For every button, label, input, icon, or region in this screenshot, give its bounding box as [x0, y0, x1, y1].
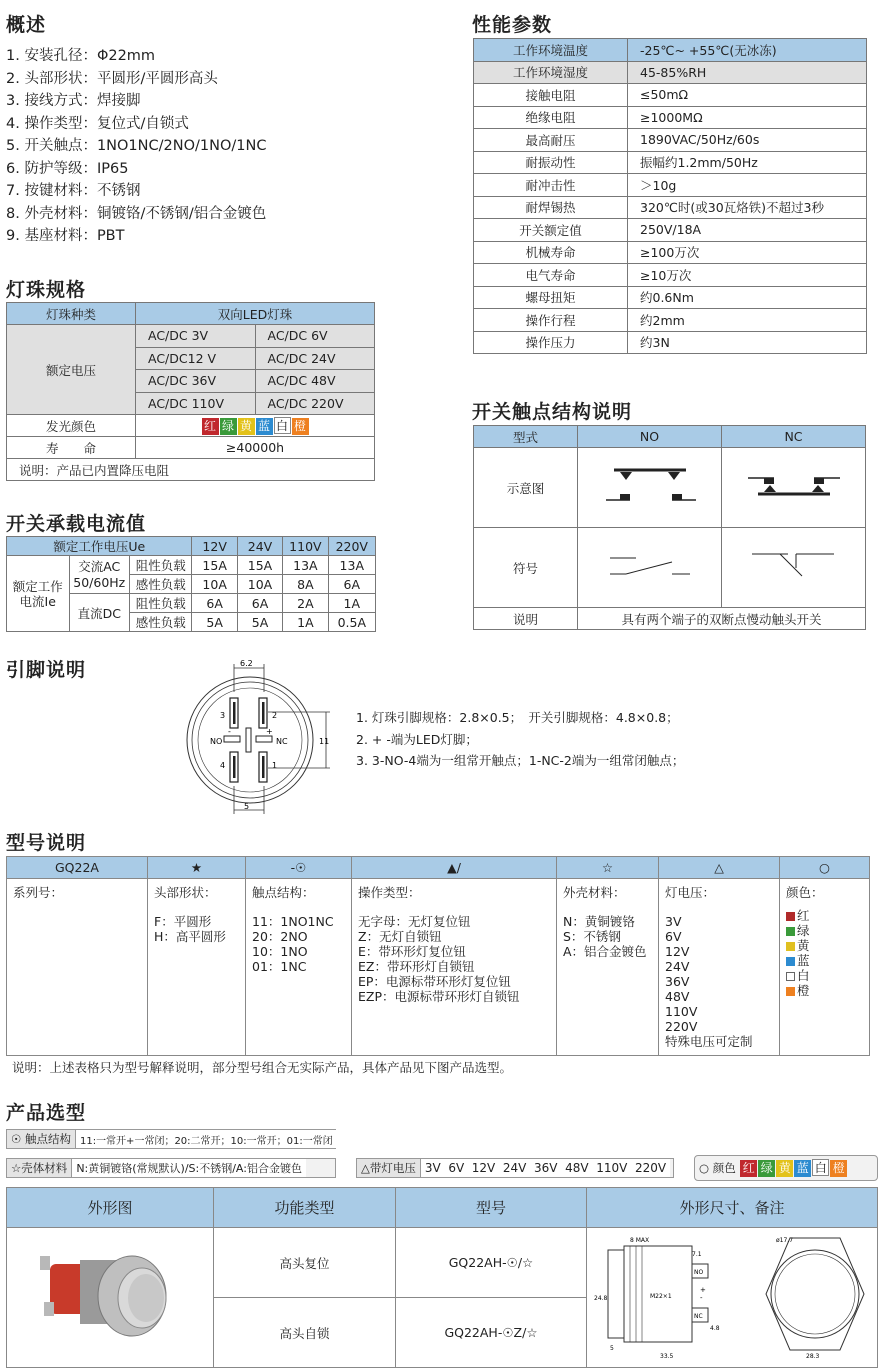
dim-24-8: 24.8 [593, 1295, 607, 1302]
shell-item: N：黄铜镀铬 [563, 914, 635, 929]
perf-value: 约0.6Nm [628, 286, 867, 309]
color-chip-green: 绿 [758, 1160, 775, 1177]
head-label: 头部形状： [154, 885, 217, 900]
product-header-shape: 外形图 [7, 1188, 214, 1228]
perf-row [474, 39, 867, 62]
lamp-spec-table [6, 302, 375, 481]
perf-row [474, 309, 867, 332]
perf-row [474, 331, 867, 354]
no-symbol [578, 528, 722, 608]
no-header: NO [578, 426, 722, 448]
contact-table [473, 425, 866, 630]
overview-item: 8. 外壳材料：铜镀铬/不锈钢/铝合金镀色 [6, 205, 267, 222]
lamp-title: 灯珠规格 [6, 279, 87, 301]
overview-item: 6. 防护等级：IP65 [6, 160, 129, 177]
op-item: EZ：带环形灯自锁钮 [358, 959, 475, 974]
lampv-item: 特殊电压可定制 [665, 1034, 753, 1049]
perf-row [474, 286, 867, 309]
current-cell: 6A [328, 575, 375, 594]
selection-title: 产品选型 [6, 1102, 87, 1124]
pin-notes [356, 707, 684, 772]
op-item: 无字母：无灯复位钮 [358, 914, 471, 929]
symbol-label: 符号 [474, 528, 578, 608]
lampv-item: 3V [665, 914, 682, 929]
contact-cell [246, 879, 352, 1056]
lampv-item: 36V [665, 974, 690, 989]
lamp-led-header: 双向LED灯珠 [136, 303, 375, 325]
current-cell: 10A [192, 575, 237, 594]
color-chip-yellow: 黄 [776, 1160, 793, 1177]
perf-value: ≤50mΩ [628, 84, 867, 107]
perf-param: 开关额定值 [474, 219, 628, 242]
rated-current-label: 额定工作电流Ie [7, 556, 70, 632]
dc-label: 直流DC [69, 594, 129, 632]
current-cell: 6A [237, 594, 282, 613]
nc-diagram [722, 448, 866, 528]
model-header-head: ★ [148, 857, 246, 879]
perf-param: 接触电阻 [474, 84, 628, 107]
lamp-selection-box [356, 1158, 674, 1178]
perf-row [474, 129, 867, 152]
perf-value: ≥100万次 [628, 241, 867, 264]
volt-header: 12V [192, 537, 237, 556]
no-symbol-icon [600, 546, 700, 586]
contact-label: 触点结构： [252, 885, 315, 900]
product-header-model: 型号 [396, 1188, 587, 1228]
perf-param: 螺母扭矩 [474, 286, 628, 309]
color-item [786, 923, 863, 938]
color-name: 橙 [797, 983, 810, 998]
color-item [786, 938, 863, 953]
overview-item: 3. 接线方式：焊接脚 [6, 93, 141, 109]
product-table [6, 1187, 878, 1368]
color-name: 红 [797, 908, 810, 923]
nc-contact-diagram-icon [744, 456, 844, 516]
label-plus: + [699, 1286, 706, 1294]
pin-label-minus: - [228, 727, 231, 736]
pin-label-no: NO [210, 737, 223, 746]
color-name: 黄 [797, 938, 810, 953]
perf-value: -25℃~ +55℃(无冰冻) [628, 39, 867, 62]
lampv-item: 6V [665, 929, 682, 944]
current-cell: 5A [237, 613, 282, 632]
lamp-note: 说明：产品已内置降压电阻 [7, 459, 375, 481]
op-label: 操作类型： [358, 885, 421, 900]
color-chip-green: 绿 [220, 418, 237, 435]
color-chip-blue: 蓝 [794, 1160, 811, 1177]
shell-tag: ☆壳体材料 [7, 1159, 72, 1177]
perf-value: 1890VAC/50Hz/60s [628, 129, 867, 152]
nc-symbol-icon [744, 546, 844, 586]
current-cell: 15A [237, 556, 282, 575]
contact-item: 11：1NO1NC [252, 914, 334, 929]
overview-list [6, 45, 266, 248]
voltage-cell: AC/DC 110V [136, 392, 256, 415]
head-item: H：高平圆形 [154, 929, 226, 944]
ac-label: 交流AC 50/60Hz [69, 556, 129, 594]
pin-label-plus: + [266, 727, 273, 736]
model-cell: GQ22AH-☉/☆ [396, 1228, 587, 1298]
current-cell: 13A [328, 556, 375, 575]
overview-title: 概述 [6, 14, 47, 36]
voltage-cell: AC/DC 3V [136, 325, 256, 348]
func-cell: 高头复位 [214, 1228, 396, 1298]
model-header-series: GQ22A [7, 857, 148, 879]
lampv-item: 220V [665, 1019, 698, 1034]
lampv-item: 48V [665, 989, 690, 1004]
lampv-item: 12V [665, 944, 690, 959]
no-diagram [578, 448, 722, 528]
op-item: E：带环形灯复位钮 [358, 944, 466, 959]
color-name: 白 [797, 968, 810, 983]
color-item [786, 953, 863, 968]
voltage-cell: AC/DC 6V [255, 325, 375, 348]
model-header-contact: -☉ [246, 857, 352, 879]
perf-row [474, 196, 867, 219]
voltage-cell: AC/DC 24V [255, 347, 375, 370]
pin-label-2: 2 [272, 711, 278, 720]
product-photo [7, 1228, 214, 1368]
orange-swatch-icon [786, 987, 795, 996]
dims-drawing-cell [587, 1228, 878, 1368]
nc-symbol [722, 528, 866, 608]
model-header-lamp: △ [659, 857, 780, 879]
pin-layout-drawing-icon [180, 658, 340, 816]
selection-color-chips [740, 1159, 848, 1177]
shell-item: S：不锈钢 [563, 929, 621, 944]
current-cell: 15A [192, 556, 237, 575]
nc-header: NC [722, 426, 866, 448]
perf-value: 250V/18A [628, 219, 867, 242]
lamp-type-header: 灯珠种类 [7, 303, 136, 325]
dim-right: 11 [319, 737, 330, 746]
perf-param: 操作压力 [474, 331, 628, 354]
dim-bottom: 5 [244, 802, 250, 811]
current-table [6, 536, 376, 632]
contact-title: 开关触点结构说明 [472, 401, 633, 423]
perf-param: 耐振动性 [474, 151, 628, 174]
current-title: 开关承载电流值 [6, 513, 147, 535]
perf-row [474, 219, 867, 242]
lamp-value: 3V 6V 12V 24V 36V 48V 110V 220V [421, 1159, 670, 1177]
series-label: 系列号： [13, 885, 64, 900]
perf-param: 工作环境湿度 [474, 61, 628, 84]
color-tag: ○ 颜色 [699, 1161, 736, 1175]
overview-item: 2. 头部形状：平圆形/平圆形高头 [6, 70, 218, 87]
color-chip-blue: 蓝 [256, 418, 273, 435]
dim-4-8: 4.8 [709, 1325, 720, 1332]
perf-row [474, 264, 867, 287]
dim-5: 5 [609, 1345, 614, 1352]
voltage-cell: AC/DC 36V [136, 370, 256, 393]
model-title: 型号说明 [6, 832, 87, 854]
current-cell: 13A [283, 556, 328, 575]
op-item: EZP：电源标带环形灯自锁钮 [358, 989, 520, 1004]
lamp-tag: △带灯电压 [357, 1159, 421, 1177]
resistive-label: 阻性负载 [129, 556, 192, 575]
perf-value: ＞10g [628, 174, 867, 197]
contact-value: 11:一常开+一常闭；20:二常开；10:一常开；01:一常闭 [76, 1130, 337, 1148]
overview-item: 9. 基座材料：PBT [6, 228, 125, 244]
pin-label-3: 3 [220, 711, 226, 720]
shell-cell [557, 879, 659, 1056]
voltage-cell: AC/DC12 V [136, 347, 256, 370]
inductive-label: 感性负载 [129, 575, 192, 594]
shell-value: N:黄铜镀铬(常规默认)/S:不锈钢/A:铝合金镀色 [72, 1159, 306, 1177]
overview-item: 7. 按键材料：不锈钢 [6, 183, 141, 199]
current-cell: 6A [192, 594, 237, 613]
pin-note: 3. 3-NO-4端为一组常开触点；1-NC-2端为一组常闭触点； [356, 753, 685, 768]
dim-33-5: 33.5 [659, 1353, 673, 1360]
perf-param: 工作环境温度 [474, 39, 628, 62]
lampv-item: 110V [665, 1004, 698, 1019]
color-chip-white: 白 [812, 1159, 829, 1176]
color-chip-red: 红 [740, 1160, 757, 1177]
current-cell: 1A [283, 613, 328, 632]
color-label: 颜色： [786, 885, 824, 900]
color-item [786, 983, 863, 998]
op-cell [352, 879, 557, 1056]
dim-8max: 8 MAX [629, 1237, 649, 1244]
current-cell: 0.5A [328, 613, 375, 632]
overview-item: 1. 安装孔径：Φ22mm [6, 48, 156, 64]
pin-note: 2. + -端为LED灯脚； [356, 731, 478, 747]
perf-param: 绝缘电阻 [474, 106, 628, 129]
life-label: 寿 命 [7, 437, 136, 459]
current-cell: 10A [237, 575, 282, 594]
dimension-drawing-icon [590, 1228, 875, 1364]
op-item: Z：无灯自锁钮 [358, 929, 442, 944]
dim-28-3: 28.3 [805, 1353, 819, 1360]
perf-value: 振幅约1.2mm/50Hz [628, 151, 867, 174]
desc-text: 具有两个端子的双断点慢动触头开关 [578, 608, 866, 630]
perf-param: 机械寿命 [474, 241, 628, 264]
shell-selection-box [6, 1158, 336, 1178]
color-name: 绿 [797, 923, 810, 938]
lampv-cell [659, 879, 780, 1056]
color-item [786, 968, 863, 983]
volt-header: 24V [237, 537, 282, 556]
rated-voltage-label: 额定电压 [7, 325, 136, 415]
perf-row [474, 106, 867, 129]
perf-row [474, 61, 867, 84]
current-cell: 5A [192, 613, 237, 632]
dim-17-7: ø17.7 [775, 1237, 793, 1244]
lampv-label: 灯电压： [665, 885, 716, 900]
current-cell: 8A [283, 575, 328, 594]
pin-label-1: 1 [272, 761, 278, 770]
perf-param: 最高耐压 [474, 129, 628, 152]
emit-color-chips [136, 415, 375, 437]
perf-param: 耐冲击性 [474, 174, 628, 197]
voltage-cell: AC/DC 220V [255, 392, 375, 415]
contact-item: 20：2NO [252, 929, 308, 944]
contact-tag: ☉ 触点结构 [7, 1130, 76, 1148]
product-header-dims: 外形尺寸、备注 [587, 1188, 878, 1228]
model-note: 说明：上述表格只为型号解释说明，部分型号组合无实际产品，具体产品见下图产品选型。 [12, 1060, 513, 1075]
type-header: 型式 [474, 426, 578, 448]
perf-row [474, 84, 867, 107]
label-nc: NC [693, 1313, 703, 1320]
perf-value: ≥10万次 [628, 264, 867, 287]
contact-selection-box [6, 1129, 336, 1149]
desc-label: 说明 [474, 608, 578, 630]
contact-item: 10：1NO [252, 944, 308, 959]
volt-header: 110V [283, 537, 328, 556]
pin-label-4: 4 [220, 761, 226, 770]
dim-7-1: 7.1 [691, 1251, 702, 1258]
op-item: EP：电源标带环形灯复位钮 [358, 974, 511, 989]
perf-param: 耐焊锡热 [474, 196, 628, 219]
contact-item: 01：1NC [252, 959, 307, 974]
pins-title: 引脚说明 [6, 659, 87, 681]
label-minus: - [699, 1294, 703, 1302]
dim-m22: M22×1 [649, 1293, 672, 1300]
dim-top: 6.2 [240, 659, 253, 668]
color-chip-red: 红 [202, 418, 219, 435]
head-cell [148, 879, 246, 1056]
blue-swatch-icon [786, 957, 795, 966]
func-cell: 高头自锁 [214, 1298, 396, 1368]
perf-row [474, 151, 867, 174]
current-cell: 1A [328, 594, 375, 613]
pin-label-nc: NC [276, 737, 288, 746]
rated-voltage-header: 额定工作电压Ue [7, 537, 192, 556]
pin-note: 1. 灯珠引脚规格：2.8×0.5； 开关引脚规格：4.8×0.8； [356, 710, 679, 725]
color-cell [780, 879, 870, 1056]
model-header-op: ▲/ [352, 857, 557, 879]
head-item: F：平圆形 [154, 914, 212, 929]
model-header-shell: ☆ [557, 857, 659, 879]
yellow-swatch-icon [786, 942, 795, 951]
model-header-color: ○ [780, 857, 870, 879]
color-chip-orange: 橙 [292, 418, 309, 435]
shell-label: 外壳材料： [563, 885, 626, 900]
product-header-func: 功能类型 [214, 1188, 396, 1228]
lampv-item: 24V [665, 959, 690, 974]
model-table [6, 856, 870, 1056]
perf-value: 约3N [628, 331, 867, 354]
overview-item: 5. 开关触点：1NO1NC/2NO/1NO/1NC [6, 138, 267, 154]
color-item [786, 908, 863, 923]
perf-value: 320℃时(或30瓦烙铁)不超过3秒 [628, 196, 867, 219]
color-chip-orange: 橙 [830, 1160, 847, 1177]
model-cell: GQ22AH-☉Z/☆ [396, 1298, 587, 1368]
emit-color-label: 发光颜色 [7, 415, 136, 437]
voltage-cell: AC/DC 48V [255, 370, 375, 393]
resistive-label: 阻性负载 [129, 594, 192, 613]
perf-param: 操作行程 [474, 309, 628, 332]
color-chip-white: 白 [274, 417, 291, 434]
shell-item: A：铝合金镀色 [563, 944, 647, 959]
color-selection-box [694, 1155, 878, 1181]
label-no: NO [693, 1269, 703, 1276]
diagram-label: 示意图 [474, 448, 578, 528]
perf-row [474, 174, 867, 197]
series-cell [7, 879, 148, 1056]
overview-item: 4. 操作类型：复位式/自锁式 [6, 115, 189, 132]
perf-title: 性能参数 [472, 14, 553, 36]
perf-table [473, 38, 867, 354]
perf-value: 约2mm [628, 309, 867, 332]
current-cell: 2A [283, 594, 328, 613]
push-button-photo-icon [20, 1236, 200, 1356]
color-name: 蓝 [797, 953, 810, 968]
volt-header: 220V [328, 537, 375, 556]
white-swatch-icon [786, 972, 795, 981]
life-value: ≥40000h [136, 437, 375, 459]
inductive-label: 感性负载 [129, 613, 192, 632]
perf-param: 电气寿命 [474, 264, 628, 287]
perf-value: ≥1000MΩ [628, 106, 867, 129]
no-contact-diagram-icon [600, 456, 700, 516]
green-swatch-icon [786, 927, 795, 936]
color-chip-yellow: 黄 [238, 418, 255, 435]
perf-row [474, 241, 867, 264]
perf-value: 45-85%RH [628, 61, 867, 84]
red-swatch-icon [786, 912, 795, 921]
